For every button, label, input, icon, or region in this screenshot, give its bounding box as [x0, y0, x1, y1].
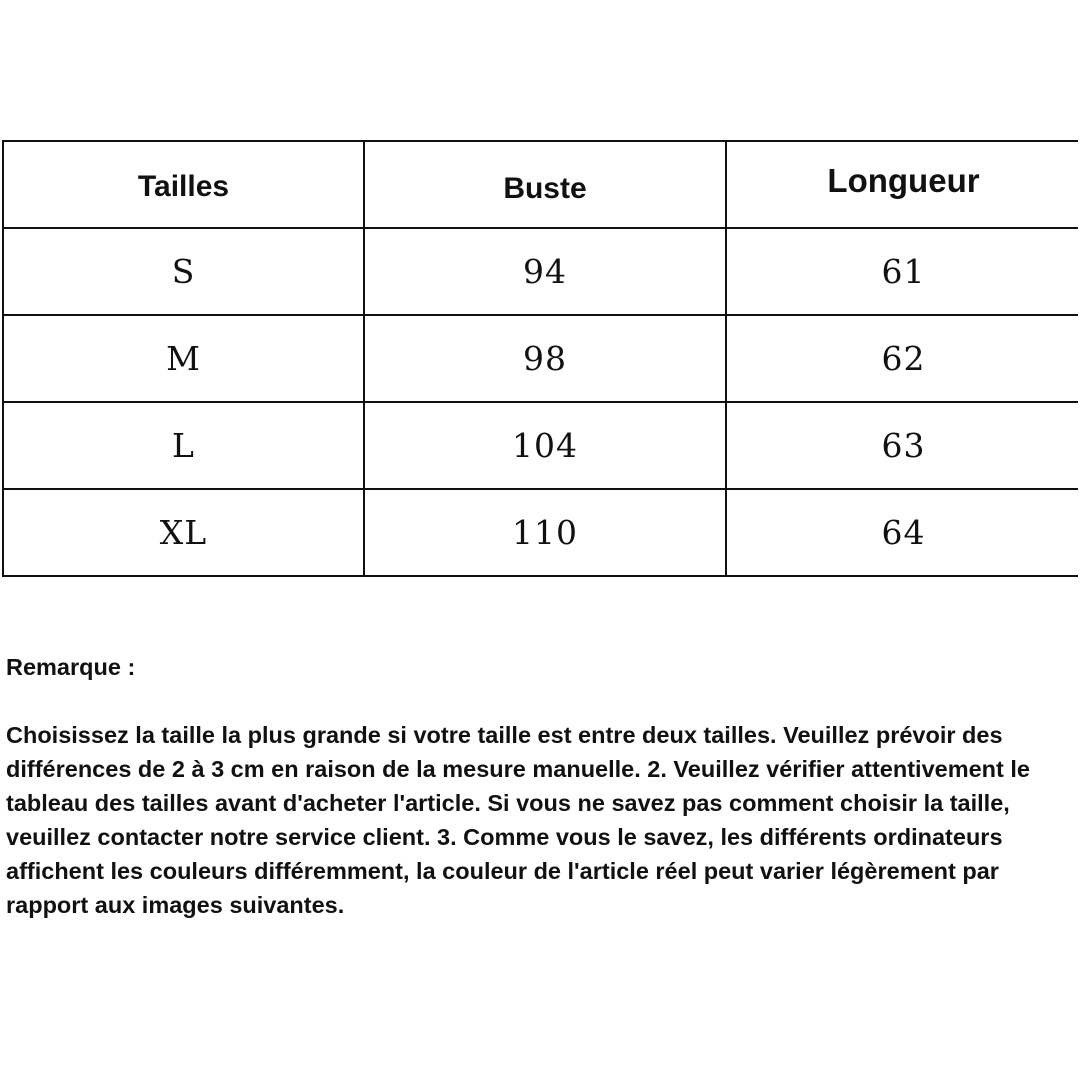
header-length-label: Longueur — [827, 161, 980, 199]
remark-section — [6, 650, 1074, 922]
cell-bust: 98 — [364, 315, 726, 402]
header-bust-label: Buste — [503, 171, 587, 205]
remark-title: Remarque : — [6, 654, 136, 680]
cell-length: 63 — [726, 402, 1080, 489]
table-row — [3, 489, 1080, 576]
table-row — [3, 402, 1080, 489]
cell-length: 64 — [726, 489, 1080, 576]
cell-size: S — [3, 228, 364, 315]
remark-body: Choisissez la taille la plus grande si votre taille est entre deux tailles. Veuillez prévoir des différences de 2 à 3 cm en raison de la mesure manuelle. 2. Veuillez vérifier attentivement le tableau des tailles avant d'acheter l'article. Si vous ne savez pas comment choisir la taille, veuillez contacter notre service client. 3. Comme vous le savez, les différents ordinateurs affichent les couleurs différemment, la couleur de l'article réel peut varier légèrement par rapport aux images suivantes. — [6, 722, 1030, 918]
size-chart-table — [2, 140, 1080, 577]
cell-size: XL — [3, 489, 364, 576]
header-sizes — [3, 141, 364, 228]
table-row — [3, 228, 1080, 315]
header-bust — [364, 141, 726, 228]
cell-bust: 94 — [364, 228, 726, 315]
cell-bust: 110 — [364, 489, 726, 576]
table-header-row — [3, 141, 1080, 228]
header-sizes-label: Tailles — [137, 169, 230, 203]
table-row — [3, 315, 1080, 402]
cell-size: L — [3, 402, 364, 489]
cell-length: 62 — [726, 315, 1080, 402]
cell-length: 61 — [726, 228, 1080, 315]
header-length — [726, 141, 1080, 228]
cell-bust: 104 — [364, 402, 726, 489]
cell-size: M — [3, 315, 364, 402]
